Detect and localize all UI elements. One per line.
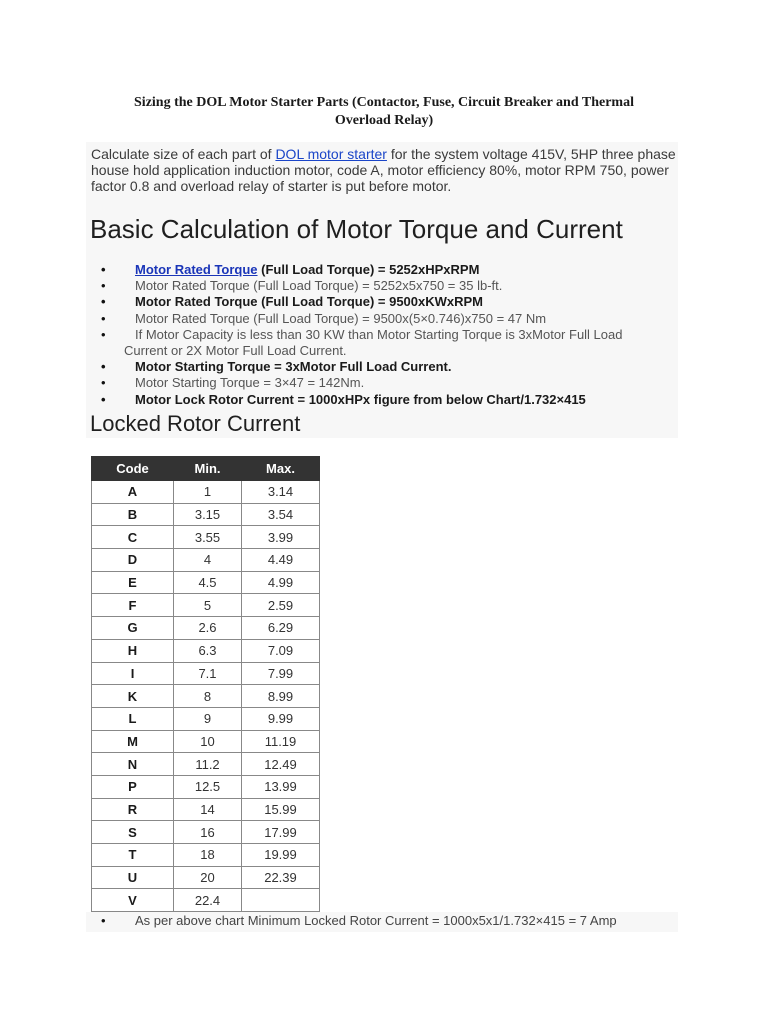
list-item [96, 262, 676, 278]
cell-min: 4 [174, 549, 242, 572]
cell-code: N [92, 753, 174, 776]
document-title [90, 94, 678, 130]
motor-rated-torque-link[interactable]: Motor Rated Torque [135, 262, 258, 277]
bullet-icon: • [101, 359, 106, 375]
table-row [92, 730, 320, 753]
cell-max: 2.59 [242, 594, 320, 617]
table-row [92, 685, 320, 708]
cell-code: U [92, 866, 174, 889]
table-row [92, 549, 320, 572]
cell-min: 14 [174, 798, 242, 821]
list-item [96, 278, 676, 294]
cell-max: 9.99 [242, 707, 320, 730]
cell-code: V [92, 889, 174, 912]
table-header-row [92, 457, 320, 481]
cell-min: 18 [174, 844, 242, 867]
cell-max: 6.29 [242, 617, 320, 640]
list-item [96, 392, 676, 408]
list-item [96, 327, 676, 359]
locked-rotor-current-table [91, 456, 320, 912]
cell-min: 20 [174, 866, 242, 889]
intro-paragraph [91, 146, 681, 194]
intro-text-before: Calculate size of each part of [91, 146, 276, 162]
list-item [96, 359, 676, 375]
cell-max: 8.99 [242, 685, 320, 708]
bullet-icon: • [101, 375, 106, 391]
cell-min: 2.6 [174, 617, 242, 640]
cell-code: B [92, 503, 174, 526]
bullet-icon: • [101, 913, 106, 928]
cell-min: 8 [174, 685, 242, 708]
document-title-line2: Overload Relay) [334, 113, 434, 128]
intro-text-after: for the system voltage 415V, 5HP three phase house hold application induction motor, code A, motor efficiency 80%, motor RPM 750, power factor 0.8 and overload relay of starter is put before motor. [91, 146, 676, 194]
table-row [92, 798, 320, 821]
cell-code: P [92, 775, 174, 798]
cell-min: 16 [174, 821, 242, 844]
list-item-text: Motor Starting Torque = 3×47 = 142Nm. [135, 375, 365, 391]
cell-max: 15.99 [242, 798, 320, 821]
cell-code: E [92, 571, 174, 594]
list-item [96, 375, 676, 391]
cell-min: 7.1 [174, 662, 242, 685]
table-row [92, 571, 320, 594]
cell-max: 17.99 [242, 821, 320, 844]
final-result-text: As per above chart Minimum Locked Rotor Current = 1000x5x1/1.732×415 = 7 Amp [135, 913, 617, 928]
cell-max: 7.99 [242, 662, 320, 685]
list-item-text: Motor Rated Torque (Full Load Torque) = 9500xKWxRPM [135, 294, 484, 310]
dol-motor-starter-link[interactable]: DOL motor starter [275, 146, 387, 162]
calculation-bullet-list [96, 262, 676, 408]
table-row [92, 753, 320, 776]
cell-max: 3.14 [242, 481, 320, 504]
list-item [96, 311, 676, 327]
cell-code: G [92, 617, 174, 640]
cell-min: 6.3 [174, 639, 242, 662]
cell-min: 3.15 [174, 503, 242, 526]
cell-min: 10 [174, 730, 242, 753]
cell-min: 22.4 [174, 889, 242, 912]
table-row [92, 594, 320, 617]
cell-code: A [92, 481, 174, 504]
cell-code: L [92, 707, 174, 730]
table-row [92, 775, 320, 798]
cell-code: C [92, 526, 174, 549]
column-header-code: Code [92, 457, 174, 481]
cell-max: 3.99 [242, 526, 320, 549]
cell-code: M [92, 730, 174, 753]
heading-basic-calculation: Basic Calculation of Motor Torque and Current [90, 214, 623, 244]
table-row [92, 503, 320, 526]
cell-min: 9 [174, 707, 242, 730]
table-row [92, 866, 320, 889]
bullet-icon: • [101, 278, 106, 294]
list-item-text: Motor Rated Torque (Full Load Torque) = 9500x(5×0.746)x750 = 47 Nm [135, 310, 547, 326]
table-row [92, 707, 320, 730]
table-row [92, 481, 320, 504]
bullet-icon: • [101, 262, 106, 277]
cell-max: 7.09 [242, 639, 320, 662]
table-row [92, 639, 320, 662]
cell-min: 4.5 [174, 571, 242, 594]
bullet-icon: • [101, 294, 106, 310]
cell-min: 5 [174, 594, 242, 617]
cell-max: 22.39 [242, 866, 320, 889]
cell-max: 12.49 [242, 753, 320, 776]
cell-max: 4.49 [242, 549, 320, 572]
cell-max: 11.19 [242, 730, 320, 753]
cell-max: 13.99 [242, 775, 320, 798]
table-row [92, 662, 320, 685]
cell-code: T [92, 844, 174, 867]
cell-max: 3.54 [242, 503, 320, 526]
bullet-icon: • [101, 310, 106, 326]
table-row [92, 821, 320, 844]
cell-code: H [92, 639, 174, 662]
cell-max [242, 889, 320, 912]
cell-max: 19.99 [242, 844, 320, 867]
list-item-text: Motor Rated Torque (Full Load Torque) = 5252x5x750 = 35 lb-ft. [135, 278, 503, 294]
table-row [92, 617, 320, 640]
heading-locked-rotor-current: Locked Rotor Current [90, 411, 301, 436]
cell-min: 1 [174, 481, 242, 504]
final-result-bullet [101, 913, 617, 929]
cell-code: I [92, 662, 174, 685]
cell-min: 3.55 [174, 526, 242, 549]
list-item-text: Motor Lock Rotor Current = 1000xHPx figure from below Chart/1.732×415 [135, 391, 586, 407]
bullet-icon: • [101, 326, 106, 342]
table-row [92, 889, 320, 912]
column-header-min: Min. [174, 457, 242, 481]
cell-code: K [92, 685, 174, 708]
list-item-text: If Motor Capacity is less than 30 KW than Motor Starting Torque is 3xMotor Full Load [135, 326, 623, 342]
cell-min: 12.5 [174, 775, 242, 798]
bullet-icon: • [101, 391, 106, 407]
list-item-text: Motor Starting Torque = 3xMotor Full Load Current. [135, 359, 452, 375]
table-row [92, 526, 320, 549]
list-item-text: (Full Load Torque) = 5252xHPxRPM [257, 262, 480, 277]
cell-max: 4.99 [242, 571, 320, 594]
cell-code: R [92, 798, 174, 821]
cell-code: S [92, 821, 174, 844]
cell-min: 11.2 [174, 753, 242, 776]
table-row [92, 844, 320, 867]
table-body [92, 481, 320, 912]
cell-code: F [92, 594, 174, 617]
list-item [96, 294, 676, 310]
column-header-max: Max. [242, 457, 320, 481]
cell-code: D [92, 549, 174, 572]
list-item-text-continued: Current or 2X Motor Full Load Current. [124, 343, 347, 359]
document-title-line1: Sizing the DOL Motor Starter Parts (Contactor, Fuse, Circuit Breaker and Thermal [134, 95, 634, 110]
